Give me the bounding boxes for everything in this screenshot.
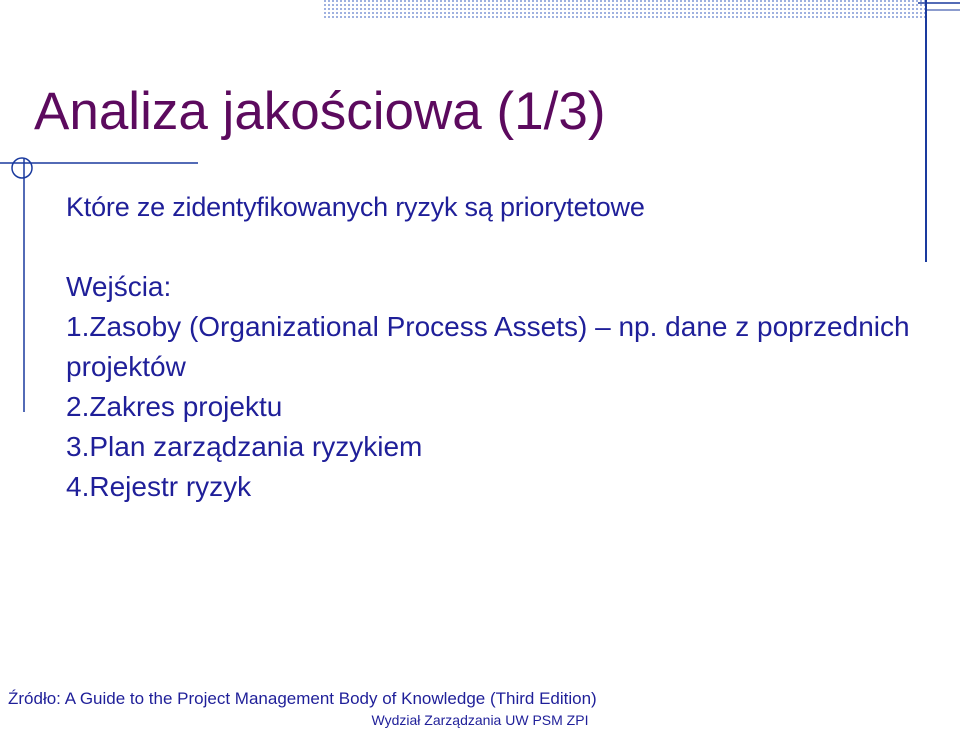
inputs-heading: Wejścia: <box>66 271 172 302</box>
slide-subtitle: Które ze zidentyfikowanych ryzyk są priorytetowe <box>66 192 645 222</box>
input-item-risk-register: 4.Rejestr ryzyk <box>66 471 252 502</box>
source-citation: Źródło: A Guide to the Project Management Body of Knowledge (Third Edition) <box>8 689 597 708</box>
input-item-project-scope: 2.Zakres projektu <box>66 391 283 422</box>
slide-footer: Wydział Zarządzania UW PSM ZPI <box>371 712 589 728</box>
inputs-section <box>66 267 926 507</box>
input-item-organizational-assets: 1.Zasoby (Organizational Process Assets) – np. dane z poprzednich projektów <box>66 311 910 382</box>
top-dotted-band <box>322 0 927 18</box>
inputs-list <box>66 307 926 507</box>
top-right-corner-lines <box>918 0 960 262</box>
input-item-risk-management-plan: 3.Plan zarządzania ryzykiem <box>66 431 423 462</box>
slide-title: Analiza jakościowa (1/3) <box>34 82 606 141</box>
